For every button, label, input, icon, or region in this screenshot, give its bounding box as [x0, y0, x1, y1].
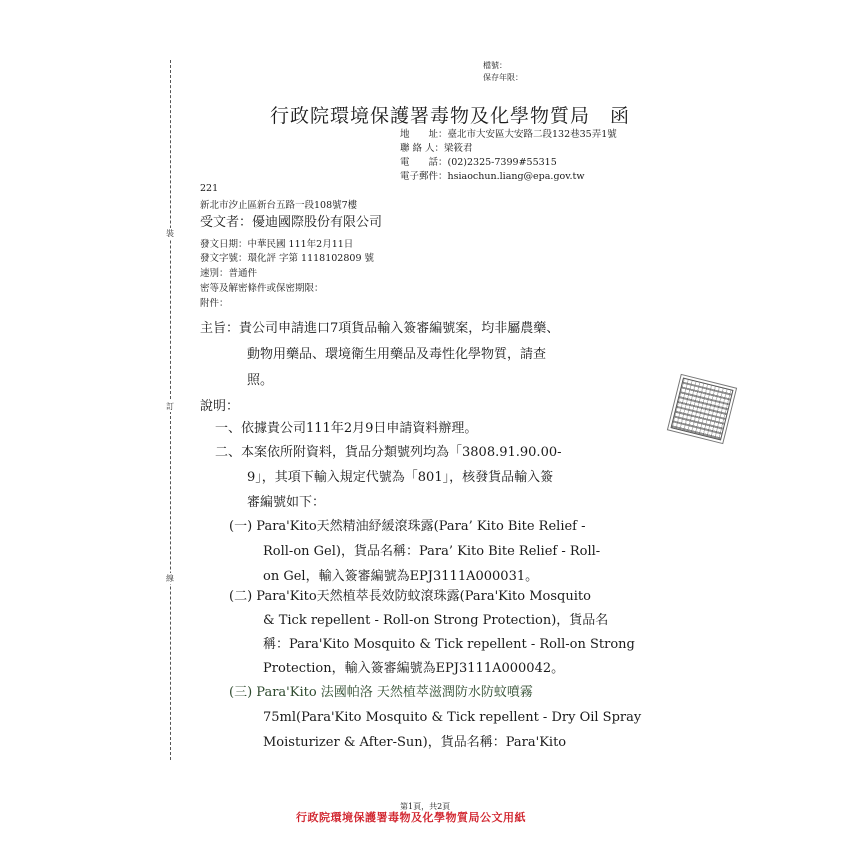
seal-stamp	[670, 377, 733, 440]
attachment-label: 附件：	[200, 298, 229, 309]
sub-item-3-line-2: 75ml(Para'Kito Mosquito & Tick repellent - Dry Oil Spray	[263, 710, 642, 725]
file-number-label: 檔號：	[483, 61, 507, 70]
item-one: 一、依據貴公司111年2月9日申請資料辦理。	[215, 421, 478, 436]
sub-item-2-line-4: Protection，輸入簽審編號為EPJ3111A000042。	[263, 661, 565, 676]
issue-number: 發文字號：環化評 字第 1118102809 號	[200, 253, 375, 264]
speed-class: 速別：普通件	[200, 268, 258, 279]
item-two-line-3: 審編號如下：	[247, 495, 326, 510]
sub-item-1-line-2: Roll-on Gel)，貨品名稱：Para’ Kito Bite Relief - Roll-	[263, 544, 601, 559]
subject-line-2: 動物用藥品、環境衛生用藥品及毒性化學物質，請查	[247, 347, 547, 362]
document-title: 行政院環境保護署毒物及化學物質局 函	[270, 105, 631, 127]
binding-mark-zhuang: 裝	[166, 229, 174, 238]
official-paper-label: 行政院環境保護署毒物及化學物質局公文用紙	[296, 811, 526, 824]
subject-line-1: 主旨：貴公司申請進口7項貨品輸入簽審編號案，均非屬農藥、	[200, 321, 560, 336]
item-two-line-2: 9」，其項下輸入規定代號為「801」，核發貨品輸入簽	[247, 470, 554, 485]
sub-item-3-line-3: Moisturizer & After-Sun)，貨品名稱：Para'Kito	[263, 735, 567, 750]
sub-item-3-line-1: (三) Para'Kito 法國帕洛 天然植萃滋潤防水防蚊噴霧	[229, 685, 533, 700]
sender-email: 電子郵件：hsiaochun.liang@epa.gov.tw	[400, 171, 585, 182]
sub-item-1-line-1: (一) Para'Kito天然精油紓緩滾珠露(Para’ Kito Bite Relief -	[229, 519, 586, 534]
binding-mark-ding: 訂	[166, 402, 174, 411]
explanation-heading: 說明：	[200, 399, 240, 414]
sub-item-1-line-3: on Gel，輸入簽審編號為EPJ3111A000031。	[263, 569, 539, 584]
secrecy-terms: 密等及解密條件或保密期限：	[200, 283, 324, 294]
recipient-name: 受文者：優迪國際股份有限公司	[200, 215, 383, 230]
sender-phone: 電 話：(02)2325-7399#55315	[400, 157, 557, 168]
recipient-postcode: 221	[200, 183, 219, 194]
item-two-line-1: 二、本案依所附資料，貨品分類號列均為「3808.91.90.00-	[215, 445, 562, 460]
subject-line-3: 照。	[247, 373, 274, 388]
sub-item-2-line-3: 稱：Para'Kito Mosquito & Tick repellent - Roll-on Strong	[263, 637, 635, 652]
sender-address: 地 址：臺北市大安區大安路二段132巷35弄1號	[400, 129, 617, 140]
issue-date: 發文日期：中華民國 111年2月11日	[200, 239, 354, 250]
recipient-address: 新北市汐止區新台五路一段108號7樓	[200, 200, 358, 211]
sender-contact: 聯 絡 人：梁筱君	[400, 143, 473, 154]
sub-item-2-line-1: (二) Para'Kito天然植萃長效防蚊滾珠露(Para'Kito Mosquito	[229, 589, 591, 604]
binding-mark-xian: 線	[166, 574, 174, 583]
sub-item-2-line-2: & Tick repellent - Roll-on Strong Protection)，貨品名	[263, 613, 609, 628]
retention-label: 保存年限：	[483, 73, 523, 82]
page-number: 第1頁，共2頁	[400, 802, 451, 811]
